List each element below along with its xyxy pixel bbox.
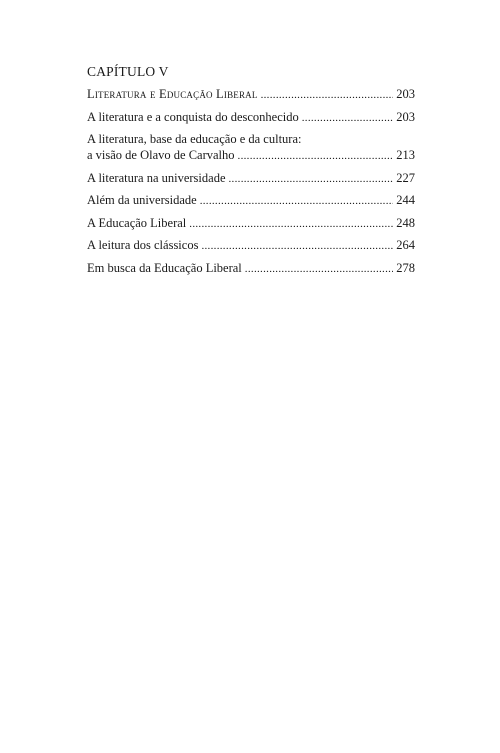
chapter-heading: CAPÍTULO V <box>87 64 169 79</box>
toc-entry-title: Além da universidade <box>87 193 197 207</box>
toc-entry <box>87 109 415 126</box>
toc-entry-page: 248 <box>396 215 415 230</box>
toc-entry-title: A leitura dos clássicos <box>87 238 199 252</box>
dot-leader <box>238 148 394 164</box>
toc-entry-page: 264 <box>396 238 415 252</box>
toc-entry <box>87 170 415 187</box>
dot-leader <box>245 261 393 277</box>
toc-entry-line <box>87 215 415 232</box>
dot-leader <box>201 238 393 254</box>
toc-entry-page: 203 <box>396 109 415 124</box>
toc-entry-title-line1: A literatura, base da educação e da cultura: <box>87 132 302 146</box>
toc-entry <box>87 131 415 164</box>
toc-entry-line <box>87 170 415 187</box>
toc-entry <box>87 260 415 277</box>
dot-leader <box>229 171 394 187</box>
toc-entry-title: A Educação Liberal <box>87 215 187 230</box>
toc-entry-line <box>87 86 415 103</box>
toc-entry-line <box>87 109 415 126</box>
toc-entry <box>87 192 415 209</box>
toc-entry-page: 278 <box>396 260 415 275</box>
dot-leader <box>302 110 394 126</box>
toc-entry-line <box>87 147 415 164</box>
dot-leader <box>189 216 393 232</box>
toc-entry-page: 213 <box>396 148 415 162</box>
toc-entry <box>87 86 415 103</box>
toc-entry-title: A literatura na universidade <box>87 170 226 185</box>
toc-entry-title: a visão de Olavo de Carvalho <box>87 148 235 162</box>
toc-entry <box>87 215 415 232</box>
toc-entry-line <box>87 260 415 277</box>
dot-leader <box>261 87 394 103</box>
toc-entry <box>87 237 415 254</box>
toc-entry-page: 203 <box>396 87 415 101</box>
table-of-contents <box>87 63 415 282</box>
toc-entry-title: A literatura e a conquista do desconhecido <box>87 109 299 124</box>
dot-leader <box>200 193 394 209</box>
toc-entry-page: 227 <box>396 170 415 185</box>
toc-entry-page: 244 <box>396 193 415 207</box>
toc-entry-title: Literatura e Educação Liberal <box>87 87 258 101</box>
toc-entry-line <box>87 237 415 254</box>
toc-entry-line <box>87 192 415 209</box>
toc-entry-title: Em busca da Educação Liberal <box>87 260 242 275</box>
